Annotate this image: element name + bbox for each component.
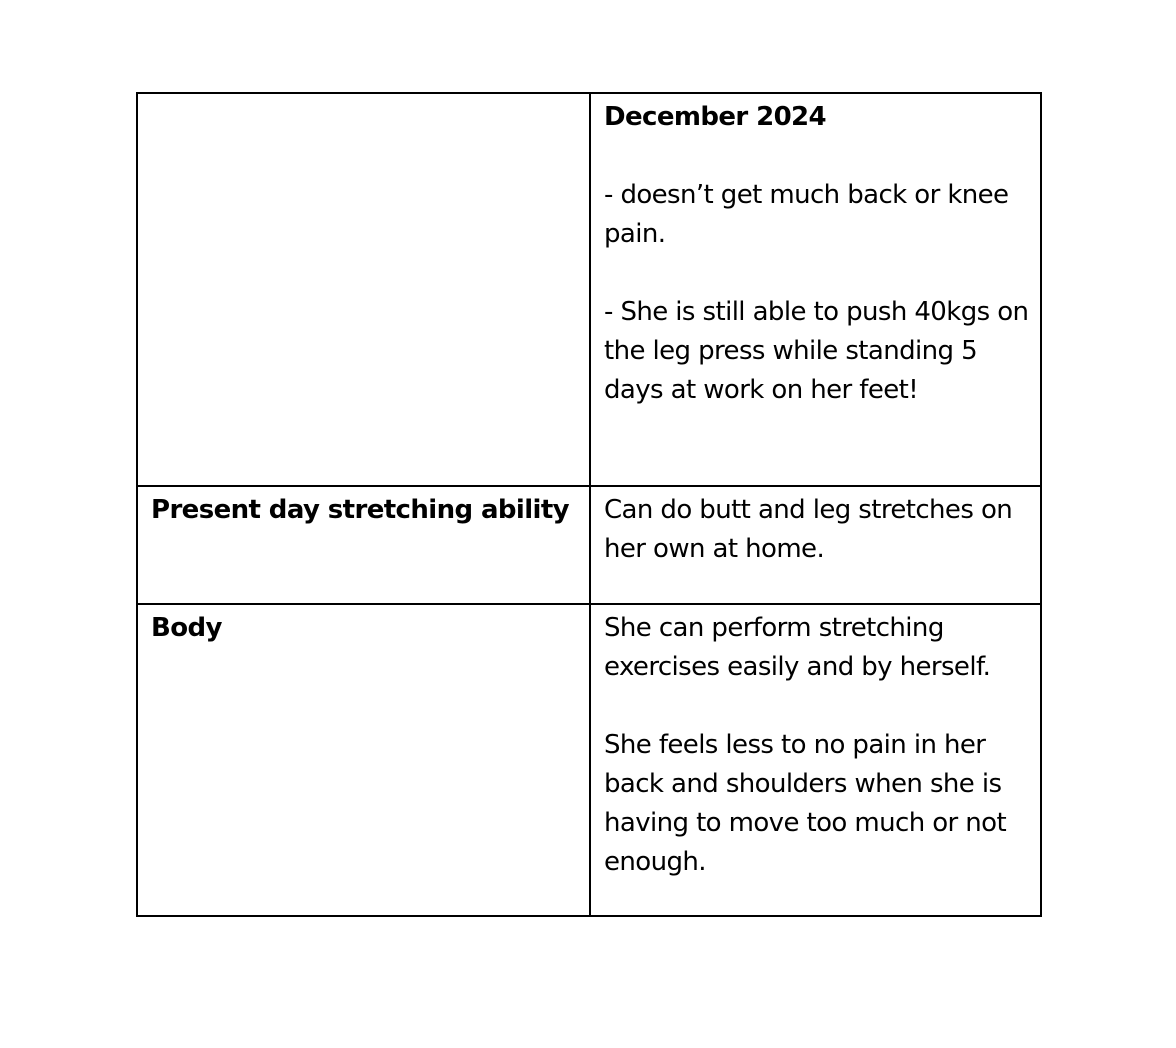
note-bullet: - doesn’t get much back or knee pain. xyxy=(604,180,1009,249)
row-text: Can do butt and leg stretches on her own at home. xyxy=(604,495,1013,564)
row-content-cell xyxy=(590,604,1041,916)
row-label-cell xyxy=(137,486,590,604)
notes-table xyxy=(136,92,1042,917)
row-label: Present day stretching ability xyxy=(151,495,570,525)
table-row xyxy=(137,486,1041,604)
row-content-cell xyxy=(590,93,1041,486)
row-text: She can perform stretching exercises easily and by herself. xyxy=(604,613,991,682)
row-text: She feels less to no pain in her back and shoulders when she is having to move too much or not enough. xyxy=(604,730,1007,877)
row-content-cell xyxy=(590,486,1041,604)
row-label-cell xyxy=(137,93,590,486)
row-label: Body xyxy=(151,613,222,643)
row-label-cell xyxy=(137,604,590,916)
table-row xyxy=(137,604,1041,916)
date-heading: December 2024 xyxy=(604,102,827,132)
note-bullet: - She is still able to push 40kgs on the leg press while standing 5 days at work on her feet! xyxy=(604,297,1029,405)
table-row xyxy=(137,93,1041,486)
